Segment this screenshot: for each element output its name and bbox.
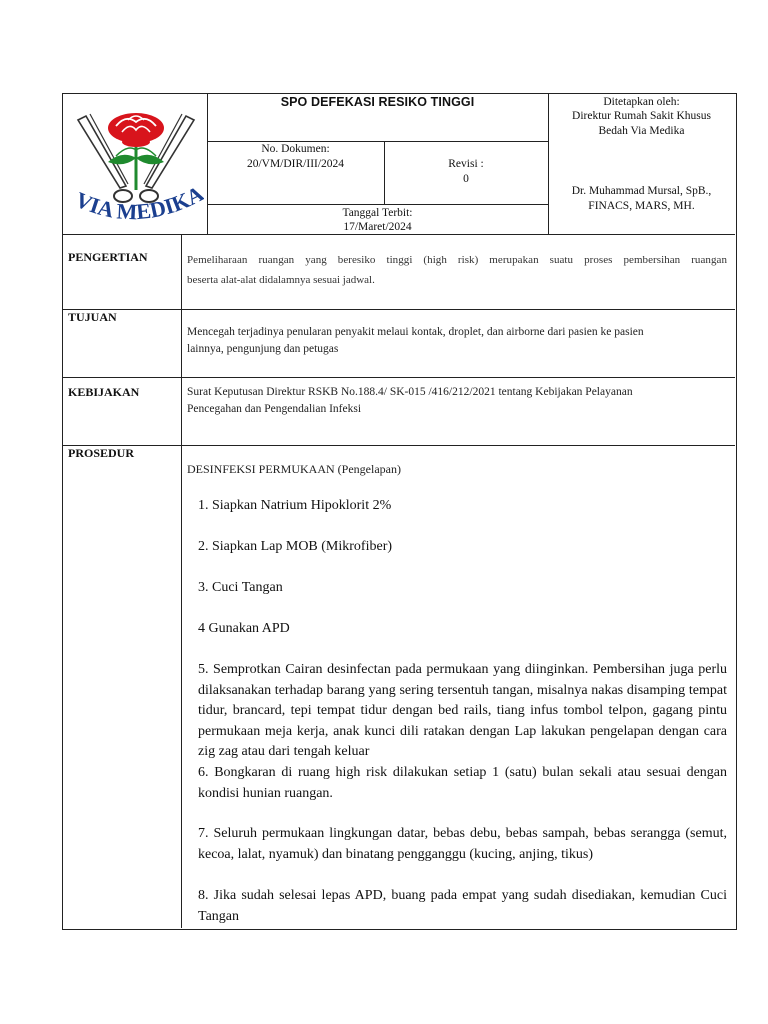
label-kebijakan: KEBIJAKAN [68,385,140,399]
header-line-docno [207,204,548,205]
prosedur-step-8: 8. Jika sudah selesai lepas APD, buang pada empat yang sudah disediakan, kemudian Cuci Tangan [198,888,727,924]
tanggal-label: Tanggal Terbit: [342,207,413,219]
tujuan-text [187,324,727,358]
row-line-kebijakan [62,445,735,446]
logo-graphic [68,100,204,230]
document-title: SPO DEFEKASI RESIKO TINGGI [280,95,475,109]
doc-number-value: 20/VM/DIR/III/2024 [246,158,345,170]
header-bottom-line [62,234,735,235]
prosedur-step-5: 5. Semprotkan Cairan desinfectan pada permukaan yang diinginkan. Pembersihan juga perlu dilaksanakan terhadap barang yang sering tersentuh tangan, misalnya nakas disamping tempat tidur, brancard, tepi tempat tidur dengan bed rails, tiang infus tombol telpon, gagang pintu permukaan meja kerja, anak kunci dili ratakan dengan Lap lakukan pengelapan dengan cara zig zag atau dari tengah keluar [198,662,727,759]
logo-text: VIA MEDIK [71,186,194,225]
tujuan-line2: lainnya, pengunjung dan petugas [187,343,339,355]
kebijakan-line1: Surat Keputusan Direktur RSKB No.188.4/ SK-015 /416/212/2021 tentang Kebijakan Pelayanan [187,386,633,398]
prosedur-heading: DESINFEKSI PERMUKAAN (Pengelapan) [187,462,401,476]
label-prosedur: PROSEDUR [68,446,135,460]
prosedur-step-7: 7. Seluruh permukaan lingkungan datar, bebas debu, bebas sampah, bebas serangga (semut, kecoa, lalat, nyamuk) dan binatang pengganggu (kucing, anjing, tikus) [198,826,727,862]
ditetapkan-line2: Bedah Via Medika [598,125,685,137]
prosedur-step-2: 2. Siapkan Lap MOB (Mikrofiber) [198,539,393,554]
pengertian-line2: beserta alat-alat didalamnya sesuai jadwal. [187,274,375,286]
kebijakan-text [187,384,727,418]
label-tujuan: TUJUAN [68,310,117,324]
pengertian-line1: Pemeliharaan ruangan yang beresiko tinggi (high risk) merupakan suatu proses pembersihan ruangan [187,254,727,266]
ditetapkan-label: Ditetapkan oleh: [603,96,680,108]
signer-line2: FINACS, MARS, MH. [588,200,695,212]
via-medika-logo [68,100,204,230]
prosedur-step-1: 1. Siapkan Natrium Hipoklorit 2% [198,498,392,513]
label-pengertian: PENGERTIAN [68,250,148,264]
prosedur-step-4: 4 Gunakan APD [198,621,290,636]
tujuan-line1: Mencegah terjadinya penularan penyakit melaui kontak, droplet, dan airborne dari pasien ke pasien [187,326,644,338]
label-column-divider [181,234,182,928]
row-line-tujuan [62,377,735,378]
revisi-value: 0 [463,173,469,185]
prosedur-step-6: 6. Bongkaran di ruang high risk dilakukan setiap 1 (satu) bulan sekali atau sesuai dengan kondisi hunian ruangan. [198,765,727,801]
signer-line1: Dr. Muhammad Mursal, SpB., [571,185,712,197]
doc-number-label: No. Dokumen: [261,143,330,155]
row-line-pengertian [62,309,735,310]
prosedur-step-3: 3. Cuci Tangan [198,580,283,595]
ditetapkan-line1: Direktur Rumah Sakit Khusus [572,110,711,122]
kebijakan-line2: Pencegahan dan Pengendalian Infeksi [187,403,362,415]
tanggal-value: 17/Maret/2024 [343,221,412,233]
revisi-label: Revisi : [448,158,484,170]
pengertian-text [187,250,727,290]
